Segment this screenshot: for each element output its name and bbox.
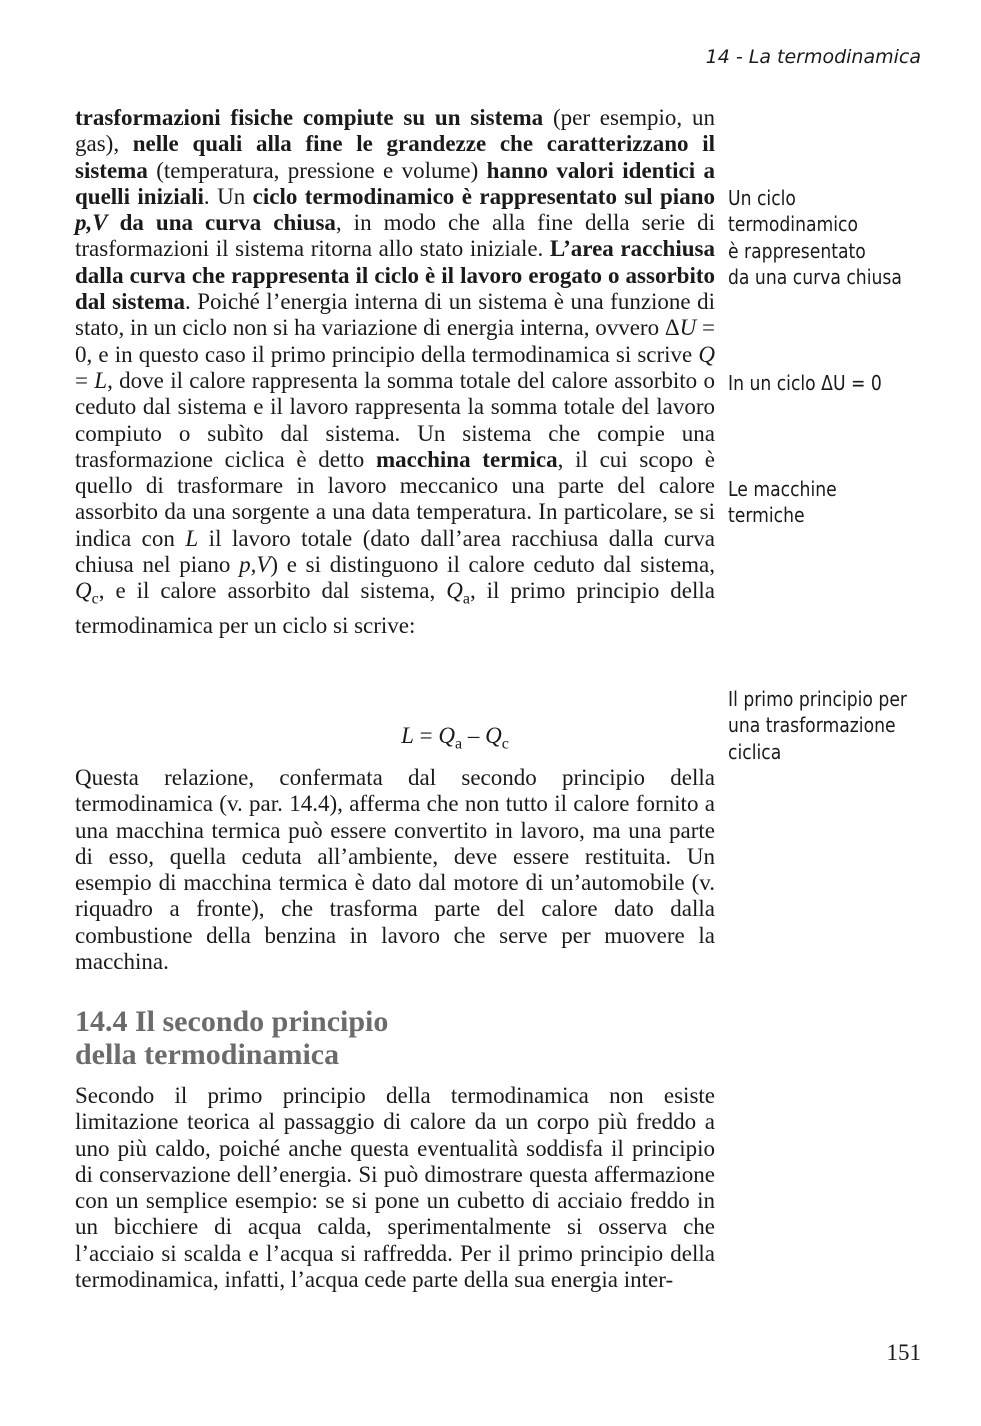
margin-note-first-principle [728, 686, 917, 765]
margin-note-line: Un ciclo [728, 186, 796, 210]
bold-text: nelle quali alla fine le grandezze che caratterizzano il sistema [75, 131, 715, 183]
subscript: a [462, 590, 470, 608]
italic-text: U [679, 315, 697, 341]
bold-text: macchina termica [376, 446, 558, 472]
text: , il primo principio della termodinamica per un ciclo si scrive: [75, 578, 715, 639]
bold-text: ciclo termodinamico è rappresentato sul piano [252, 183, 715, 209]
margin-note-machines [728, 476, 917, 529]
text: , dove il calore rappresenta la somma totale del calore assorbito o ceduto dal sistema e il lavoro rappresenta la somma totale del lavoro compiuto o subìto dal sistema. Un sistema che compie una trasformazione ciclica è detto [75, 367, 715, 472]
text: . Poiché l’energia interna di un sistema è una funzione di stato, in un ciclo non si ha variazione di energia interna, ovvero Δ [75, 289, 715, 341]
paragraph-second-principle [75, 1083, 715, 1293]
bold-text: da una curva chiusa [107, 210, 336, 236]
text: , il cui scopo è quello di trasformare in lavoro meccanico una parte del calore assorbito da una sorgente a una data temperatura. In particolare, se si indica con [75, 446, 715, 551]
margin-note-line: ciclica [728, 739, 782, 764]
text: (per esempio, un gas), [75, 105, 715, 157]
paragraph-relation [75, 765, 715, 975]
paragraph-cycle [75, 105, 715, 640]
italic-text: L [94, 367, 108, 393]
text: (temperatura, pressione e volume) [147, 157, 487, 183]
margin-note-line: una trasformazione [728, 713, 896, 738]
margin-note-line: da una curva chiusa [728, 264, 902, 289]
formula-work [75, 723, 835, 754]
section-heading [75, 1005, 715, 1071]
margin-note-delta-u [728, 370, 917, 396]
bold-text: L’area racchiusa dalla curva che rappresenta il ciclo è il lavoro erogato o assorbito dal sistema [75, 236, 715, 315]
margin-note-line: termodinamico [728, 212, 859, 237]
margin-note-line: termiche [728, 503, 805, 528]
paragraph-text: Questa relazione, confermata dal secondo principio della termodinamica (v. par. 14.4), afferma che non tutto il calore fornito a una macchina termica può essere convertito in lavoro, ma una parte di esso, quella ceduta all’ambiente, deve essere restituita. Un esempio di macchina termica è dato dal motore di un’automobile (v. riquadro a fronte), che trasforma parte del calore dato dalla combustione della benzina in lavoro che serve per muovere la macchina. [75, 765, 715, 975]
text: , e il calore assorbito dal sistema, [98, 578, 447, 604]
page-number: 151 [886, 1340, 921, 1365]
italic-text: L [185, 525, 199, 551]
margin-note-line: Il primo principio per [728, 687, 908, 711]
formula-minus: – [462, 723, 486, 748]
margin-note-cycle [728, 185, 917, 290]
text: = 0, e in questo caso il primo principio della termodinamica si scrive [75, 315, 715, 367]
text: . Un [203, 183, 253, 209]
margin-note-line: Le macchine [728, 477, 837, 501]
formula-sub: a [455, 735, 463, 753]
text: il lavoro totale (dato dall’area racchiusa dalla curva chiusa nel piano [75, 525, 715, 578]
margin-note-line: è rappresentato [728, 238, 866, 263]
bold-text: hanno valori identici a quelli iniziali [75, 157, 715, 209]
margin-note-line: In un ciclo ΔU = 0 [728, 371, 882, 395]
italic-text: Q [698, 341, 715, 367]
italic-text: Q [75, 578, 92, 604]
subscript: c [91, 590, 99, 608]
bold-italic-text: p,V [75, 210, 108, 236]
running-header: 14 - La termodinamica [705, 46, 921, 68]
text: = [75, 367, 95, 393]
paragraph-text: Secondo il primo principio della termodinamica non esiste limitazione teorica al passaggio di calore da un corpo più freddo a uno più caldo, poiché anche questa eventualità soddisfa il principio di conservazione dell’energia. Si può dimostrare questa affermazione con un semplice esempio: se si pone un cubetto di acciaio freddo in un bicchiere di acqua calda, sperimentalmente si osserva che l’acciaio si scalda e l’acqua si raffredda. Per il primo principio della termodinamica, infatti, l’acqua cede parte della sua energia inter- [75, 1083, 715, 1293]
text: ) e si distinguono il calore ceduto dal sistema, [270, 552, 715, 578]
formula-equals: = [413, 723, 439, 748]
section-heading-line2: della termodinamica [75, 1038, 340, 1071]
formula-q: Q [485, 723, 502, 748]
italic-text: Q [446, 578, 463, 604]
text: , in modo che alla fine della serie di trasformazioni il sistema ritorna allo stato iniziale. [75, 210, 715, 262]
section-heading-line1: 14.4 Il secondo principio [75, 1005, 389, 1038]
bold-text: trasformazioni fisiche compiute su un sistema [75, 105, 544, 130]
italic-text: p,V [239, 552, 271, 578]
formula-sub: c [501, 735, 509, 753]
formula-lhs: L [401, 723, 414, 748]
formula-q: Q [438, 723, 456, 748]
